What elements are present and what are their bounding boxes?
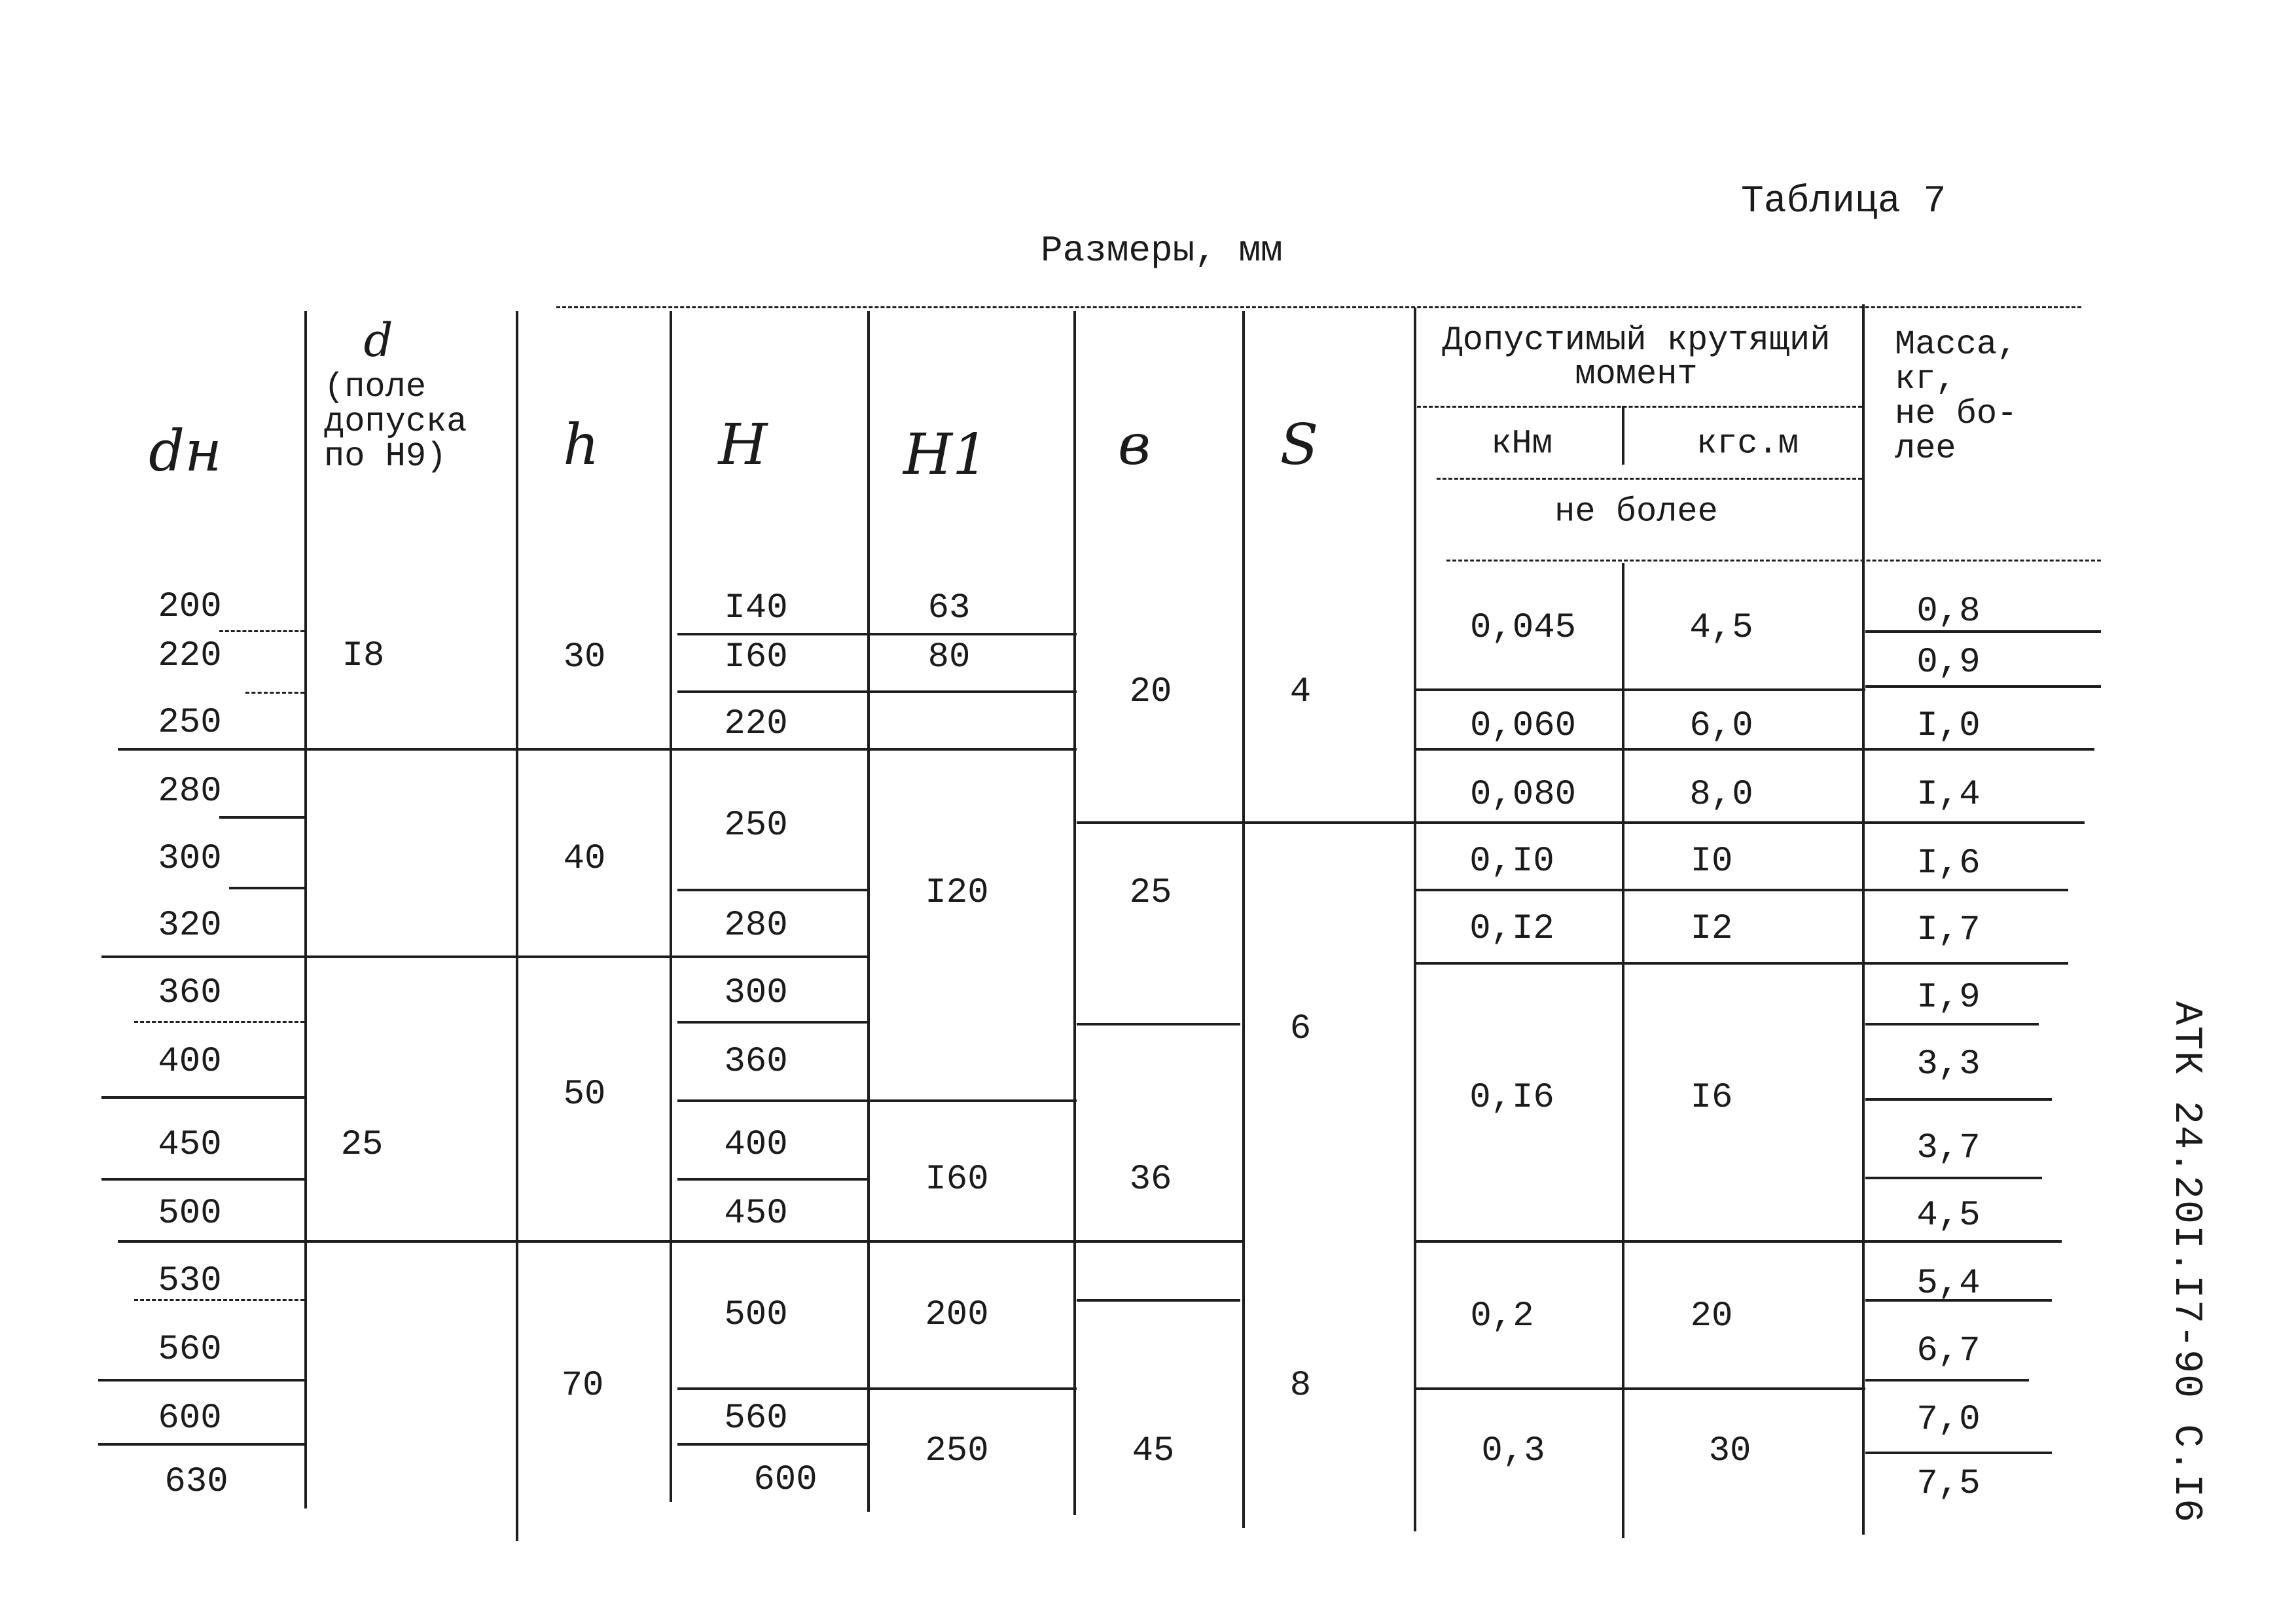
cell-H1: 200 bbox=[925, 1295, 989, 1335]
cell-mass: I,9 bbox=[1916, 978, 1981, 1018]
cell-mass: 7,0 bbox=[1916, 1400, 1981, 1440]
cell-b: 36 bbox=[1129, 1160, 1172, 1200]
cell-mass: 3,7 bbox=[1916, 1128, 1981, 1168]
cell-dn: 280 bbox=[158, 772, 222, 812]
cell-torque-kgcm: 20 bbox=[1690, 1296, 1733, 1336]
cell-torque-knm: 0,I2 bbox=[1469, 909, 1554, 949]
header-h: h bbox=[563, 412, 600, 478]
table-caption: Таблица 7 bbox=[1741, 181, 1946, 223]
cell-H: 300 bbox=[724, 973, 788, 1013]
rule-v-6 bbox=[1242, 311, 1245, 1528]
rule-v-2 bbox=[516, 311, 518, 1541]
rule-H-560 bbox=[677, 1443, 867, 1446]
cell-mass: 5,4 bbox=[1916, 1264, 1981, 1304]
rule-units-sub bbox=[1437, 478, 1862, 480]
rule-v-1 bbox=[304, 311, 307, 1508]
cell-mass: I,6 bbox=[1916, 844, 1981, 883]
cell-b: 25 bbox=[1129, 873, 1172, 913]
cell-torque-kgcm: 6,0 bbox=[1689, 706, 1753, 746]
cell-dn: 400 bbox=[158, 1042, 222, 1082]
rule-mass-33 bbox=[1865, 1098, 2052, 1101]
header-torque-1: Допустимый крутящий bbox=[1442, 321, 1831, 360]
cell-H: 600 bbox=[753, 1460, 817, 1500]
rule-torque-sub bbox=[1417, 406, 1862, 408]
rule-mass-70 bbox=[1865, 1452, 2052, 1454]
rule-H-140 bbox=[677, 633, 1077, 635]
units-note: Размеры, мм bbox=[1041, 230, 1283, 272]
cell-mass: 7,5 bbox=[1916, 1464, 1981, 1504]
cell-dn: 600 bbox=[158, 1399, 222, 1438]
rule-mass-19 bbox=[1865, 1023, 2039, 1026]
rule-b-36 bbox=[1077, 1299, 1240, 1302]
header-b: в bbox=[1117, 412, 1151, 478]
cell-dn: 500 bbox=[158, 1194, 222, 1234]
rule-dn-300 bbox=[229, 887, 304, 889]
header-H: H bbox=[718, 412, 768, 478]
rule-group-3 bbox=[118, 1240, 1244, 1243]
cell-b: 45 bbox=[1132, 1431, 1175, 1471]
cell-H: 450 bbox=[724, 1194, 788, 1234]
rule-torque-012 bbox=[1414, 962, 2068, 965]
rule-torque-016 bbox=[1414, 1240, 2062, 1243]
cell-H: 400 bbox=[724, 1125, 788, 1165]
rule-mass-37 bbox=[1865, 1177, 2042, 1179]
rule-torque-02 bbox=[1414, 1387, 1865, 1390]
header-mass-4: лее bbox=[1895, 429, 1956, 468]
cell-h: 50 bbox=[563, 1075, 606, 1115]
cell-d: 25 bbox=[340, 1125, 384, 1165]
rule-dn-450 bbox=[101, 1178, 304, 1181]
cell-d: I8 bbox=[342, 636, 385, 676]
cell-H: 220 bbox=[724, 704, 788, 744]
rule-dn-280 bbox=[219, 816, 304, 819]
rule-header-top bbox=[556, 306, 2081, 308]
header-d-note-2: допуска bbox=[324, 402, 467, 441]
header-mass-2: кг, bbox=[1895, 360, 1956, 399]
cell-H1: 63 bbox=[927, 588, 971, 628]
cell-mass: I,7 bbox=[1916, 910, 1981, 950]
cell-H: 280 bbox=[724, 906, 788, 946]
cell-torque-kgcm: I2 bbox=[1690, 909, 1733, 949]
rule-dn-600 bbox=[98, 1443, 304, 1446]
rule-H-360 bbox=[677, 1099, 1077, 1102]
rule-H-160 bbox=[677, 690, 1077, 693]
rule-torque-045 bbox=[1414, 688, 1865, 691]
rule-dn-560 bbox=[98, 1379, 304, 1382]
rule-dn-200 bbox=[219, 630, 304, 632]
cell-mass: 6,7 bbox=[1916, 1331, 1981, 1371]
rule-mass-09 bbox=[1865, 685, 2101, 688]
rule-v-9 bbox=[1622, 563, 1624, 1538]
cell-H1: 250 bbox=[925, 1431, 989, 1471]
header-S: S bbox=[1280, 412, 1319, 478]
cell-dn: 250 bbox=[158, 703, 222, 743]
rule-H-250 bbox=[677, 889, 867, 891]
cell-torque-kgcm: I6 bbox=[1690, 1078, 1733, 1118]
cell-torque-knm: 0,060 bbox=[1469, 706, 1577, 746]
header-d-note-1: (поле bbox=[324, 368, 427, 406]
header-d: d bbox=[363, 313, 393, 367]
rule-v-8 bbox=[1622, 406, 1624, 465]
rule-dn-220 bbox=[245, 692, 304, 694]
cell-mass: 4,5 bbox=[1916, 1196, 1981, 1236]
cell-b: 20 bbox=[1129, 672, 1172, 712]
header-mass-1: Масса, bbox=[1895, 325, 2018, 364]
cell-dn: 220 bbox=[158, 636, 222, 676]
cell-h: 30 bbox=[563, 637, 606, 677]
cell-dn: 300 bbox=[158, 839, 222, 879]
cell-H: 360 bbox=[724, 1042, 788, 1082]
cell-h: 70 bbox=[561, 1366, 604, 1406]
header-mass-3: не бо- bbox=[1895, 395, 2018, 433]
cell-S: 8 bbox=[1289, 1366, 1312, 1406]
cell-torque-kgcm: 8,0 bbox=[1689, 775, 1753, 815]
rule-v-7 bbox=[1414, 308, 1416, 1531]
rule-group-2 bbox=[101, 955, 867, 958]
rule-dn-360 bbox=[134, 1021, 304, 1023]
cell-dn: 360 bbox=[158, 973, 222, 1013]
rule-torque-010 bbox=[1414, 889, 2068, 891]
cell-torque-kgcm: I0 bbox=[1690, 842, 1733, 882]
cell-mass: 0,9 bbox=[1916, 643, 1981, 683]
rule-v-5 bbox=[1073, 311, 1076, 1515]
cell-torque-knm: 0,I0 bbox=[1469, 842, 1554, 882]
header-d-note-3: по H9) bbox=[324, 437, 447, 476]
rule-dn-400 bbox=[101, 1096, 304, 1099]
rule-mass-67 bbox=[1865, 1379, 2029, 1382]
cell-torque-knm: 0,080 bbox=[1469, 775, 1577, 815]
header-not-more: не более bbox=[1554, 492, 1718, 531]
cell-dn: 530 bbox=[158, 1261, 222, 1301]
rule-mass-08 bbox=[1865, 630, 2101, 633]
cell-dn: 630 bbox=[164, 1462, 228, 1502]
header-torque-2: момент bbox=[1575, 355, 1698, 394]
cell-H: I40 bbox=[724, 588, 788, 628]
cell-mass: 3,3 bbox=[1916, 1044, 1981, 1084]
rule-H-500 bbox=[677, 1387, 1077, 1390]
cell-H: 500 bbox=[724, 1295, 788, 1335]
header-kgcm: кгс.м bbox=[1696, 424, 1799, 463]
header-dn: dн bbox=[149, 419, 222, 484]
rule-H-400 bbox=[677, 1178, 867, 1181]
cell-torque-knm: 0,I6 bbox=[1469, 1078, 1554, 1118]
cell-dn: 450 bbox=[158, 1125, 222, 1165]
cell-H1: I20 bbox=[925, 873, 989, 913]
rule-v-10 bbox=[1862, 304, 1865, 1535]
rule-header-bottom bbox=[1446, 560, 2101, 562]
cell-torque-kgcm: 4,5 bbox=[1689, 608, 1753, 648]
cell-torque-kgcm: 30 bbox=[1708, 1431, 1751, 1471]
cell-dn: 320 bbox=[158, 906, 222, 946]
rule-group-1 bbox=[118, 748, 1077, 751]
rule-b-25 bbox=[1077, 1023, 1240, 1026]
cell-S: 4 bbox=[1289, 672, 1312, 712]
cell-mass: 0,8 bbox=[1916, 592, 1981, 632]
cell-mass: I,0 bbox=[1916, 706, 1981, 746]
rule-H-300 bbox=[677, 1021, 867, 1024]
header-knm: кНм bbox=[1491, 424, 1552, 463]
cell-dn: 560 bbox=[158, 1330, 222, 1370]
header-H1: H1 bbox=[903, 422, 988, 488]
cell-dn: 200 bbox=[158, 587, 222, 627]
rule-b-20 bbox=[1077, 821, 2085, 824]
rule-torque-060 bbox=[1414, 748, 2094, 751]
cell-torque-knm: 0,3 bbox=[1481, 1431, 1545, 1471]
cell-H1: 80 bbox=[927, 637, 971, 677]
document-code: АТК 24.20I.I7-90 С.I6 bbox=[2164, 1001, 2208, 1524]
cell-H1: I60 bbox=[925, 1160, 989, 1200]
rule-v-3 bbox=[670, 311, 672, 1502]
cell-h: 40 bbox=[563, 839, 606, 879]
cell-S: 6 bbox=[1289, 1009, 1312, 1049]
cell-H: 250 bbox=[724, 806, 788, 846]
cell-torque-knm: 0,045 bbox=[1469, 608, 1577, 648]
cell-mass: I,4 bbox=[1916, 775, 1981, 815]
cell-H: 560 bbox=[724, 1399, 788, 1438]
rule-v-4 bbox=[867, 311, 870, 1512]
cell-torque-knm: 0,2 bbox=[1470, 1296, 1534, 1336]
cell-H: I60 bbox=[724, 637, 788, 677]
